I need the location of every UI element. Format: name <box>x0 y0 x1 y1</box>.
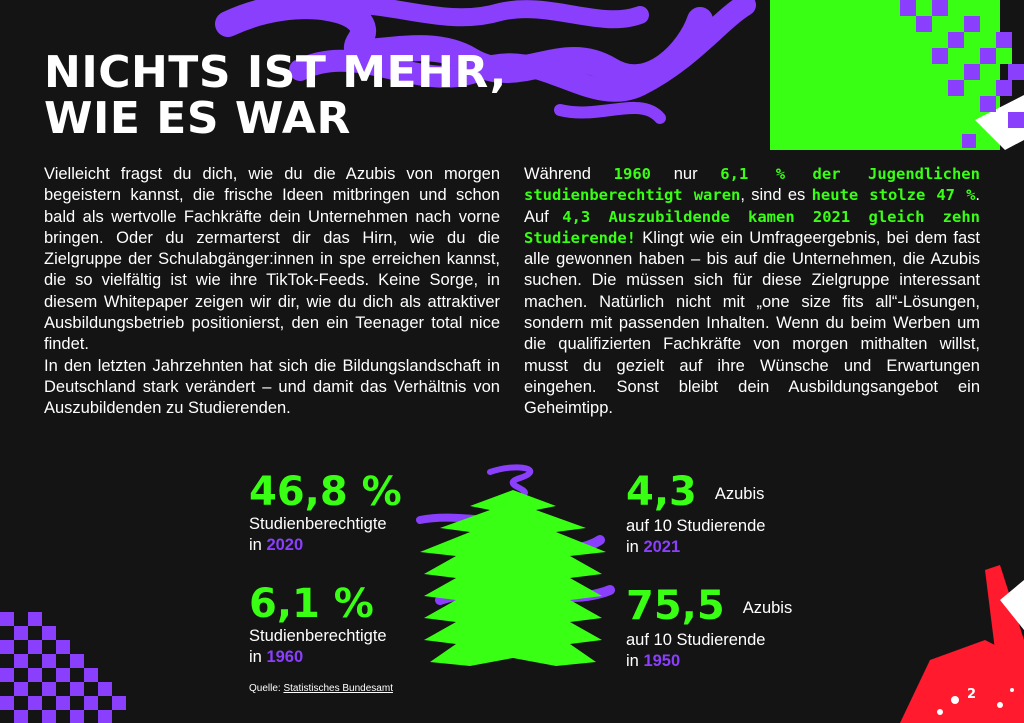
stat-label: Studienberechtigte <box>249 515 387 533</box>
source-prefix: Quelle: <box>249 683 284 694</box>
stat-prefix: in <box>249 536 267 554</box>
title-line-2: WIE ES WAR <box>44 93 351 144</box>
stat-unit: Azubis <box>714 485 765 503</box>
highlight-studienberechtigt: 6,1 % der Jugendlichen studienberechtigt waren <box>524 165 980 205</box>
left-paragraph-2: In den letzten Jahrzehnten hat sich die Bildungslandschaft in Deutschland stark verändert – und damit das Verhältnis von Auszubildenden zu Studierenden. <box>44 356 500 418</box>
stat-label: Studienberechtigte <box>249 627 387 645</box>
source-note <box>249 683 393 694</box>
stat-year-line <box>626 651 792 672</box>
stat-prefix: in <box>626 652 644 670</box>
highlight-1960: 1960 <box>613 165 651 183</box>
stat-unit: Azubis <box>742 599 793 617</box>
stat-year: 2021 <box>643 538 681 556</box>
red-splash-bottom-right <box>900 565 1024 723</box>
stat-year: 1950 <box>643 652 681 670</box>
page-number: 2 <box>967 687 977 702</box>
stat-prefix: in <box>626 538 644 556</box>
right-text-column <box>524 164 980 420</box>
left-paragraph-1: Vielleicht fragst du dich, wie du die Azubis von morgen begeistern kannst, die frische Ideen mitbringen und schon bald als wertvolle Fachkräfte dein Unternehmen nach vorne bringen. Oder du zermarterst dir das Hirn, wie du die Zielgruppe der Schulabgänger:innen in spe erreichen kannst, die so vielfältig ist wie ihre TikTok-Feeds. Keine Sorge, in diesem Whitepaper zeigen wir dir, wie du dich als attraktiver Ausbildungsbetrieb positionierst, den ein Teenager total nice findet. <box>44 165 500 354</box>
left-text-column <box>44 164 500 420</box>
stat-46-8 <box>249 470 402 556</box>
stat-value: 46,8 % <box>249 469 402 515</box>
text-segment: nur <box>651 165 721 183</box>
stat-label: auf 10 Studierende <box>626 517 766 535</box>
stat-label: auf 10 Studierende <box>626 631 766 649</box>
text-segment: Klingt wie ein Umfrageergebnis, bei dem fast alle gewonnen haben – bis auf die Unternehmen, die Azubis suchen. Die müssen sich für diese Zielgruppe interessant machen. Natürlich nicht mit „one size fits all“-Lösungen, sondern mit passenden Inhalten. Wenn du beim Werben um die qualifizierten Fachkräfte von morgen mithalten willst, musst du gezielt auf ihre Wünsche und Erwartungen eingehen. Sonst bleibt dein Ausbildungsangebot ein Geheimtipp. <box>524 228 980 418</box>
stat-year: 1960 <box>266 648 304 666</box>
tree-graphic <box>420 467 610 666</box>
stat-75-5 <box>626 584 792 672</box>
text-segment: Während <box>524 165 614 183</box>
right-paragraph <box>524 164 980 420</box>
stat-year: 2020 <box>266 536 304 554</box>
purple-pixels-bottom-left <box>0 612 126 723</box>
highlight-azubis-2021: 4,3 Auszubildende kamen 2021 gleich zehn Studierende! <box>524 207 980 247</box>
stat-4-3 <box>626 470 765 558</box>
stat-value: 75,5 <box>626 583 725 629</box>
stat-year-line <box>249 535 402 556</box>
stat-value: 6,1 % <box>249 581 374 627</box>
text-segment: . Auf <box>524 186 980 226</box>
stat-prefix: in <box>249 648 267 666</box>
stat-value: 4,3 <box>626 469 697 515</box>
stat-value-line <box>626 584 792 630</box>
stat-value-line <box>626 470 765 516</box>
title-line-1: NICHTS IST MEHR, <box>44 47 507 98</box>
highlight-heute: heute stolze 47 % <box>811 186 976 205</box>
page-title <box>44 47 507 144</box>
stat-year-line <box>626 537 765 558</box>
stat-6-1 <box>249 582 387 668</box>
source-link[interactable]: Statistisches Bundesamt <box>283 683 393 694</box>
stat-year-line <box>249 647 387 668</box>
text-segment: , sind es <box>740 186 812 205</box>
